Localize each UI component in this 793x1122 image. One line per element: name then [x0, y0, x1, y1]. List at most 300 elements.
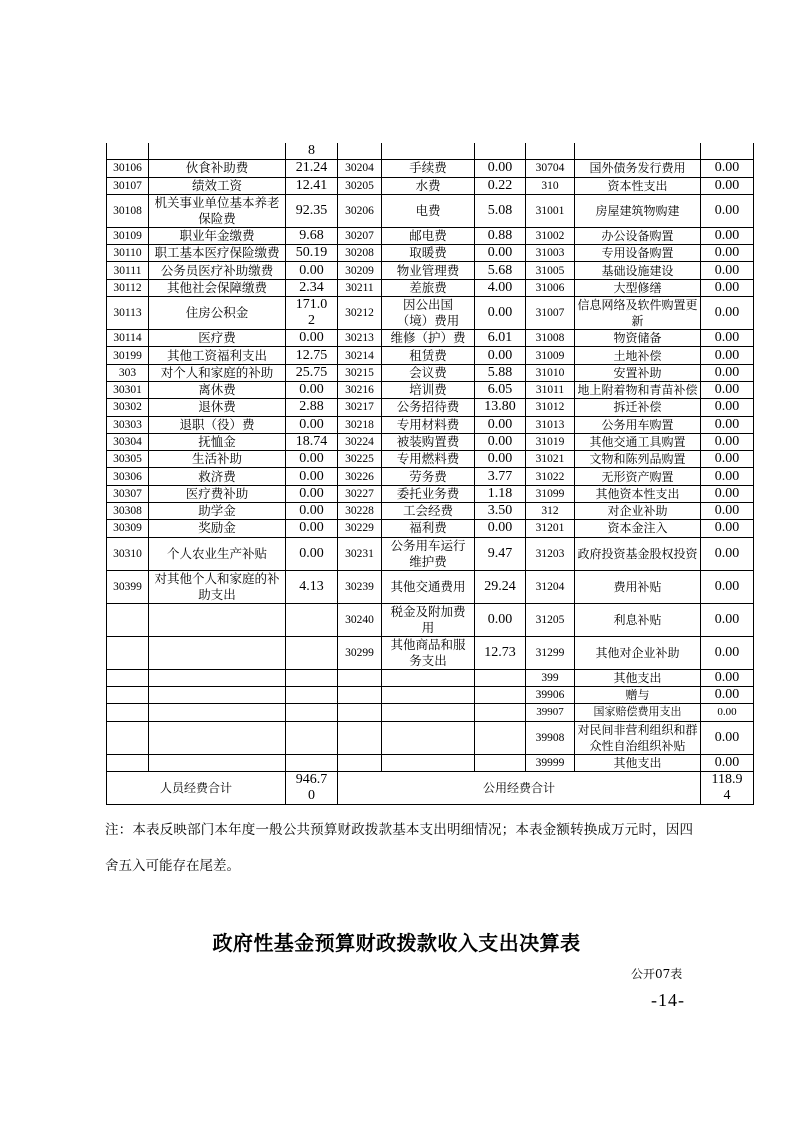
item-name-cell: 对民间非营利组织和群众性自治组织补贴: [575, 721, 701, 754]
amount-value: 0.00: [714, 177, 740, 193]
amount-value: 0.00: [299, 382, 324, 398]
item-code-cell: [107, 686, 149, 703]
amount-value: 0.00: [714, 520, 740, 536]
item-name-cell: 基础设施建设: [575, 262, 701, 279]
item-name-cell: 其他社会保障缴费: [149, 279, 286, 296]
item-name-cell: 生活补助: [149, 451, 286, 468]
item-code-cell: [107, 636, 149, 669]
amount-cell: [475, 381, 526, 398]
amount-value: 5.68: [487, 262, 513, 278]
amount-cell: [475, 451, 526, 468]
amount-cell: [701, 143, 754, 160]
form-number: 公开07表: [631, 967, 683, 981]
item-name-cell: [149, 686, 286, 703]
amount-cell: [475, 177, 526, 194]
item-code-cell: 30113: [107, 297, 149, 330]
item-name-cell: 利息补贴: [575, 603, 701, 636]
amount-value: 0.00: [487, 611, 513, 627]
amount-cell: [286, 416, 338, 433]
item-code-cell: [107, 754, 149, 771]
amount-value: 5.88: [487, 364, 513, 380]
item-code-cell: 30206: [338, 194, 382, 227]
amount-value: 0.00: [299, 520, 324, 536]
amount-value: 0.00: [487, 434, 513, 449]
item-name-cell: 福利费: [382, 520, 475, 537]
item-name-cell: 伙食补助费: [149, 160, 286, 177]
item-code-cell: [338, 143, 382, 160]
table-row: [107, 364, 754, 381]
item-code-cell: 30214: [338, 347, 382, 364]
amount-value: 13.80: [484, 399, 516, 415]
item-name-cell: 其他商品和服务支出: [382, 636, 475, 669]
item-code-cell: 31006: [526, 279, 575, 296]
amount-value: 0.00: [714, 729, 740, 745]
item-code-cell: 39908: [526, 721, 575, 754]
amount-cell: [701, 520, 754, 537]
amount-cell: [701, 704, 754, 721]
item-name-cell: [382, 721, 475, 754]
item-code-cell: 30218: [338, 416, 382, 433]
item-code-cell: 30212: [338, 297, 382, 330]
item-name-cell: 公务用车购置: [575, 416, 701, 433]
totals-row: [107, 771, 754, 804]
amount-value: 0.00: [487, 160, 513, 176]
item-name-cell: 地上附着物和青苗补偿: [575, 381, 701, 398]
table-row: [107, 381, 754, 398]
item-code-cell: 31022: [526, 468, 575, 485]
amount-value: 0.00: [714, 330, 740, 346]
amount-cell: [701, 603, 754, 636]
amount-value: 0.00: [714, 644, 740, 660]
amount-value: 18.74: [295, 434, 328, 449]
item-name-cell: 会议费: [382, 364, 475, 381]
amount-value: 0.00: [717, 706, 737, 719]
item-name-cell: 对个人和家庭的补助: [149, 364, 286, 381]
amount-value: 0.00: [714, 399, 740, 415]
amount-value: 0.00: [714, 451, 740, 467]
amount-cell: [475, 669, 526, 686]
item-name-cell: 因公出国（境）费用: [382, 297, 475, 330]
item-name-cell: [382, 143, 475, 160]
amount-value: 0.00: [714, 305, 740, 321]
amount-value: 3.50: [487, 503, 513, 519]
item-name-cell: 其他交通费用: [382, 570, 475, 603]
amount-value: 0.00: [714, 364, 740, 380]
amount-value: 0.00: [487, 451, 513, 467]
amount-cell: [701, 468, 754, 485]
item-name-cell: 水费: [382, 177, 475, 194]
public-total-value: 118.94: [711, 771, 743, 803]
item-code-cell: 30108: [107, 194, 149, 227]
amount-cell: [475, 704, 526, 721]
amount-cell: [475, 537, 526, 570]
item-name-cell: 公务招待费: [382, 399, 475, 416]
table-row: [107, 433, 754, 450]
item-code-cell: 312: [526, 503, 575, 520]
item-code-cell: 31005: [526, 262, 575, 279]
item-name-cell: 个人农业生产补贴: [149, 537, 286, 570]
amount-cell: [286, 364, 338, 381]
item-name-cell: 公务用车运行维护费: [382, 537, 475, 570]
item-name-cell: 税金及附加费用: [382, 603, 475, 636]
amount-value: 12.73: [484, 644, 516, 660]
amount-cell: [286, 347, 338, 364]
amount-value: 0.00: [299, 545, 324, 561]
amount-cell: [701, 160, 754, 177]
amount-cell: [475, 245, 526, 262]
item-name-cell: [149, 603, 286, 636]
amount-value: 0.22: [487, 177, 513, 193]
amount-cell: [475, 721, 526, 754]
basic-expenditure-table: [106, 143, 754, 805]
item-name-cell: 对其他个人和家庭的补助支出: [149, 570, 286, 603]
table-row: [107, 570, 754, 603]
table-row: [107, 520, 754, 537]
amount-cell: [286, 721, 338, 754]
item-code-cell: 303: [107, 364, 149, 381]
amount-cell: [286, 194, 338, 227]
item-code-cell: 31099: [526, 485, 575, 502]
table-row: [107, 330, 754, 347]
amount-value: 0.00: [714, 611, 740, 627]
amount-cell: [701, 669, 754, 686]
amount-cell: [286, 636, 338, 669]
item-name-cell: 租赁费: [382, 347, 475, 364]
public-total-cell: [701, 771, 754, 804]
amount-value: 0.00: [299, 468, 324, 484]
item-code-cell: [526, 143, 575, 160]
amount-cell: [701, 754, 754, 771]
amount-cell: [286, 279, 338, 296]
amount-cell: [475, 347, 526, 364]
amount-cell: [475, 433, 526, 450]
amount-value: 12.41: [295, 177, 328, 193]
item-code-cell: [107, 721, 149, 754]
item-code-cell: [107, 603, 149, 636]
item-name-cell: 离休费: [149, 381, 286, 398]
item-name-cell: 其他支出: [575, 669, 701, 686]
amount-value: 0.00: [487, 305, 513, 321]
amount-value: 0.00: [714, 434, 740, 449]
item-name-cell: 职业年金缴费: [149, 227, 286, 244]
item-name-cell: 劳务费: [382, 468, 475, 485]
item-code-cell: 30216: [338, 381, 382, 398]
table-row: [107, 503, 754, 520]
amount-cell: [286, 754, 338, 771]
item-code-cell: 31007: [526, 297, 575, 330]
amount-cell: [286, 399, 338, 416]
item-code-cell: 30109: [107, 227, 149, 244]
personnel-total-cell: [286, 771, 338, 804]
amount-value: 0.00: [487, 245, 513, 261]
table-row: [107, 485, 754, 502]
item-name-cell: 政府投资基金股权投资: [575, 537, 701, 570]
amount-cell: [286, 485, 338, 502]
item-name-cell: 土地补偿: [575, 347, 701, 364]
amount-cell: [701, 194, 754, 227]
amount-value: 0.00: [299, 262, 324, 278]
amount-cell: [475, 520, 526, 537]
item-name-cell: 其他资本性支出: [575, 485, 701, 502]
item-code-cell: 30303: [107, 416, 149, 433]
item-code-cell: 31203: [526, 537, 575, 570]
item-code-cell: 30204: [338, 160, 382, 177]
amount-cell: [286, 686, 338, 703]
item-name-cell: 差旅费: [382, 279, 475, 296]
expense-table-body: [107, 143, 754, 771]
item-name-cell: [382, 686, 475, 703]
item-name-cell: [149, 754, 286, 771]
item-code-cell: 30308: [107, 503, 149, 520]
item-code-cell: 30205: [338, 177, 382, 194]
item-name-cell: 赠与: [575, 686, 701, 703]
amount-cell: [475, 636, 526, 669]
amount-value: 0.00: [714, 160, 740, 176]
item-name-cell: 退休费: [149, 399, 286, 416]
item-name-cell: 委托业务费: [382, 485, 475, 502]
item-name-cell: 医疗费补助: [149, 485, 286, 502]
item-code-cell: 31003: [526, 245, 575, 262]
item-code-cell: 31201: [526, 520, 575, 537]
amount-value: 0.00: [714, 228, 740, 244]
item-code-cell: [338, 686, 382, 703]
table-row: [107, 754, 754, 771]
item-code-cell: 31009: [526, 347, 575, 364]
item-code-cell: 30229: [338, 520, 382, 537]
amount-value: 2.34: [299, 279, 324, 295]
item-code-cell: 30209: [338, 262, 382, 279]
item-code-cell: 30208: [338, 245, 382, 262]
amount-value: 4.00: [487, 279, 513, 295]
amount-cell: [701, 416, 754, 433]
amount-value: 0.00: [714, 578, 740, 594]
amount-cell: [701, 381, 754, 398]
item-name-cell: 电费: [382, 194, 475, 227]
item-code-cell: 31205: [526, 603, 575, 636]
amount-cell: [701, 636, 754, 669]
amount-cell: [475, 262, 526, 279]
amount-cell: [701, 503, 754, 520]
amount-cell: [701, 330, 754, 347]
item-code-cell: 31299: [526, 636, 575, 669]
amount-cell: [475, 330, 526, 347]
item-code-cell: 30213: [338, 330, 382, 347]
item-name-cell: 维修（护）费: [382, 330, 475, 347]
amount-cell: [286, 297, 338, 330]
amount-cell: [286, 330, 338, 347]
item-code-cell: 39999: [526, 754, 575, 771]
item-code-cell: 31008: [526, 330, 575, 347]
amount-cell: [475, 364, 526, 381]
amount-cell: [701, 297, 754, 330]
amount-value: 2.88: [299, 399, 324, 415]
item-name-cell: 被装购置费: [382, 433, 475, 450]
item-name-cell: 退职（役）费: [149, 416, 286, 433]
amount-value: 92.35: [295, 202, 328, 218]
item-name-cell: 物业管理费: [382, 262, 475, 279]
next-table-title: 政府性基金预算财政拨款收入支出决算表: [212, 931, 581, 955]
amount-cell: [701, 433, 754, 450]
item-code-cell: 30217: [338, 399, 382, 416]
table-row: [107, 227, 754, 244]
item-name-cell: 机关事业单位基本养老保险费: [149, 194, 286, 227]
item-name-cell: 职工基本医疗保险缴费: [149, 245, 286, 262]
amount-cell: [701, 399, 754, 416]
item-name-cell: [382, 754, 475, 771]
amount-value: 1.18: [487, 485, 513, 501]
amount-value: 0.00: [714, 503, 740, 519]
item-name-cell: 费用补贴: [575, 570, 701, 603]
amount-cell: [475, 160, 526, 177]
item-name-cell: 资本性支出: [575, 177, 701, 194]
amount-cell: [701, 227, 754, 244]
item-code-cell: 30107: [107, 177, 149, 194]
amount-cell: [286, 669, 338, 686]
item-name-cell: [149, 669, 286, 686]
amount-value: 5.08: [487, 202, 513, 218]
amount-cell: [701, 262, 754, 279]
table-row: [107, 537, 754, 570]
item-name-cell: [382, 704, 475, 721]
table-row: [107, 177, 754, 194]
amount-value: 0.00: [714, 416, 740, 432]
item-code-cell: 30227: [338, 485, 382, 502]
amount-value: 3.77: [487, 468, 513, 484]
amount-cell: [701, 686, 754, 703]
item-code-cell: 31204: [526, 570, 575, 603]
item-name-cell: 房屋建筑物购建: [575, 194, 701, 227]
amount-cell: [286, 704, 338, 721]
item-code-cell: 30305: [107, 451, 149, 468]
amount-value: 12.75: [295, 347, 328, 363]
item-code-cell: 31021: [526, 451, 575, 468]
item-code-cell: [338, 704, 382, 721]
amount-cell: [475, 686, 526, 703]
amount-cell: [701, 279, 754, 296]
amount-cell: [475, 194, 526, 227]
amount-cell: [701, 451, 754, 468]
table-row: [107, 262, 754, 279]
item-code-cell: 30106: [107, 160, 149, 177]
table-row: [107, 194, 754, 227]
item-code-cell: 30240: [338, 603, 382, 636]
amount-cell: [286, 143, 338, 160]
item-code-cell: 30111: [107, 262, 149, 279]
amount-cell: [286, 520, 338, 537]
amount-value: 8: [308, 143, 315, 159]
item-code-cell: 30299: [338, 636, 382, 669]
amount-cell: [286, 503, 338, 520]
amount-cell: [475, 485, 526, 502]
amount-value: 0.00: [714, 687, 740, 703]
item-name-cell: 医疗费: [149, 330, 286, 347]
amount-value: 29.24: [484, 578, 516, 594]
item-code-cell: 39907: [526, 704, 575, 721]
table-row: [107, 603, 754, 636]
table-row: [107, 143, 754, 160]
item-name-cell: 奖励金: [149, 520, 286, 537]
amount-cell: [701, 177, 754, 194]
item-name-cell: 其他工资福利支出: [149, 347, 286, 364]
item-code-cell: 30211: [338, 279, 382, 296]
amount-cell: [286, 177, 338, 194]
item-name-cell: [149, 704, 286, 721]
amount-cell: [286, 468, 338, 485]
item-code-cell: 30225: [338, 451, 382, 468]
amount-cell: [475, 754, 526, 771]
amount-value: 0.00: [714, 545, 740, 561]
amount-value: 50.19: [295, 245, 328, 261]
item-name-cell: 专用设备购置: [575, 245, 701, 262]
amount-value: 25.75: [295, 364, 328, 380]
item-name-cell: 绩效工资: [149, 177, 286, 194]
item-code-cell: 30306: [107, 468, 149, 485]
amount-cell: [475, 297, 526, 330]
item-code-cell: 31002: [526, 227, 575, 244]
amount-cell: [286, 603, 338, 636]
item-code-cell: 31019: [526, 433, 575, 450]
table-row: [107, 669, 754, 686]
amount-value: 9.47: [487, 545, 513, 561]
item-code-cell: 31013: [526, 416, 575, 433]
item-name-cell: 无形资产购置: [575, 468, 701, 485]
item-code-cell: 31011: [526, 381, 575, 398]
item-name-cell: 取暖费: [382, 245, 475, 262]
table-row: [107, 399, 754, 416]
item-code-cell: 310: [526, 177, 575, 194]
amount-value: 0.00: [487, 347, 513, 363]
item-code-cell: 30110: [107, 245, 149, 262]
item-name-cell: 物资储备: [575, 330, 701, 347]
amount-cell: [701, 570, 754, 603]
table-row: [107, 416, 754, 433]
page-number: -14-: [651, 990, 685, 1010]
item-code-cell: 30302: [107, 399, 149, 416]
amount-cell: [475, 279, 526, 296]
amount-cell: [475, 468, 526, 485]
item-code-cell: 30231: [338, 537, 382, 570]
item-name-cell: 邮电费: [382, 227, 475, 244]
item-name-cell: 抚恤金: [149, 433, 286, 450]
item-name-cell: [149, 143, 286, 160]
amount-cell: [475, 399, 526, 416]
table-row: [107, 468, 754, 485]
item-code-cell: 30304: [107, 433, 149, 450]
item-code-cell: 30307: [107, 485, 149, 502]
amount-value: 0.00: [487, 416, 513, 432]
item-code-cell: 30239: [338, 570, 382, 603]
amount-value: 0.00: [714, 262, 740, 278]
item-code-cell: 30207: [338, 227, 382, 244]
item-code-cell: [107, 143, 149, 160]
amount-cell: [286, 537, 338, 570]
amount-value: 0.00: [299, 451, 324, 467]
amount-cell: [475, 227, 526, 244]
item-name-cell: [149, 636, 286, 669]
item-code-cell: 30114: [107, 330, 149, 347]
amount-value: 4.13: [299, 578, 324, 594]
item-name-cell: 大型修缮: [575, 279, 701, 296]
table-row: [107, 279, 754, 296]
item-name-cell: 信息网络及软件购置更新: [575, 297, 701, 330]
item-code-cell: [338, 669, 382, 686]
amount-cell: [701, 537, 754, 570]
amount-value: 0.88: [487, 228, 513, 244]
item-name-cell: 培训费: [382, 381, 475, 398]
item-name-cell: 拆迁补偿: [575, 399, 701, 416]
item-code-cell: [338, 754, 382, 771]
item-code-cell: 30399: [107, 570, 149, 603]
